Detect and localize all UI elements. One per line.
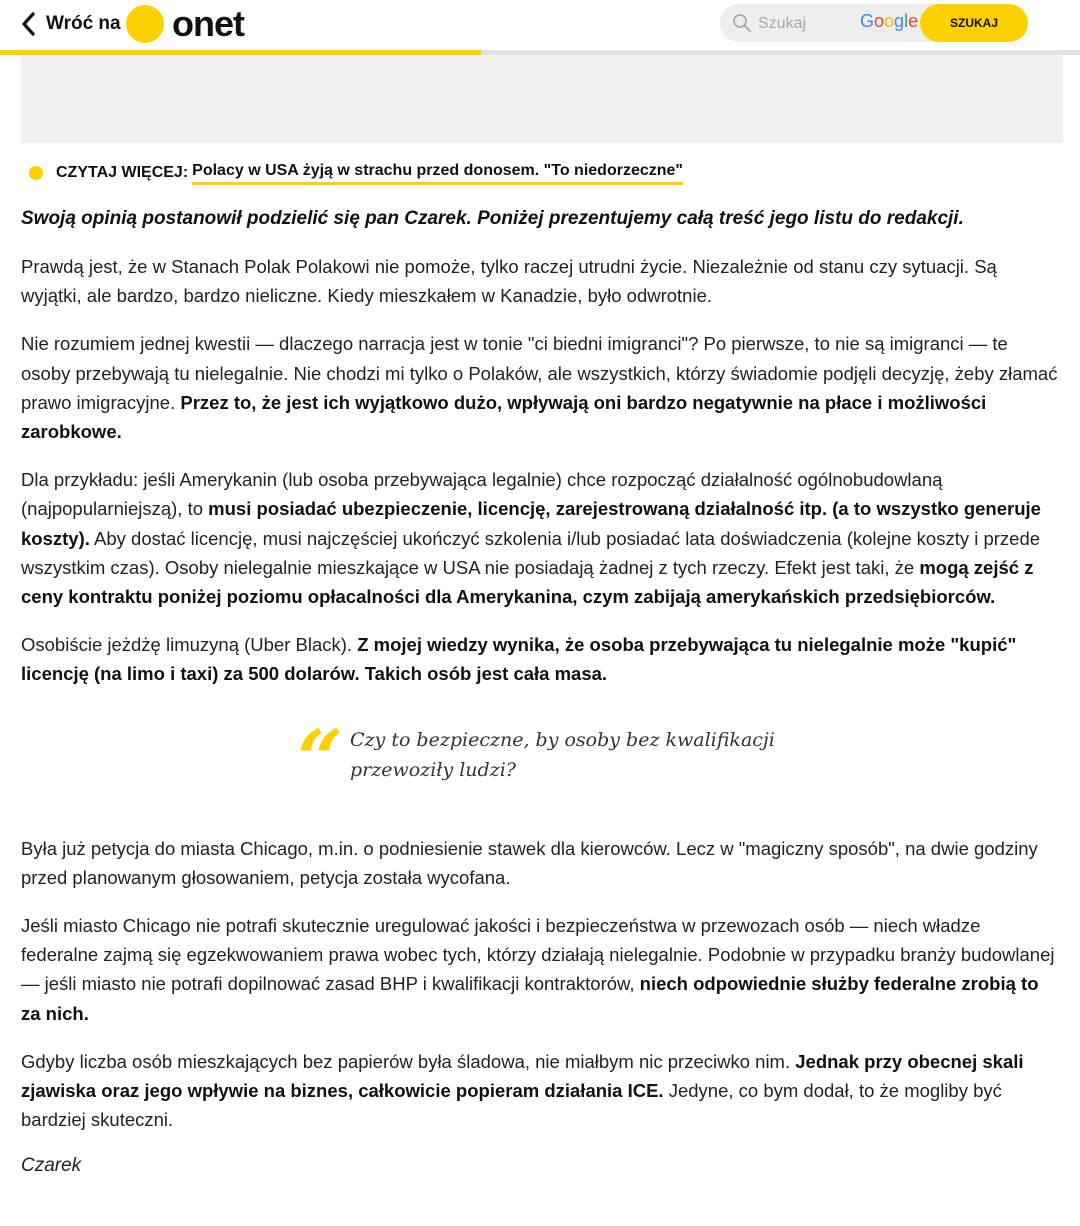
p7-text-1: Gdyby liczba osób mieszkających bez papierów była śladowa, nie miałbym nic przeciwko nim. bbox=[21, 1050, 796, 1072]
p3-text-1: Dla przykładu: jeśli Amerykanin (lub osoba przebywająca legalnie) chce rozpocząć działalność ogólnobudowlaną (najpopularniejszą), to bbox=[21, 469, 943, 520]
paragraph-1: Prawdą jest, że w Stanach Polak Polakowi nie pomoże, tylko raczej utrudni życie. Niezależnie od stanu czy sytuacji. Są wyjątki, ale bardzo, bardzo nieliczne. Kiedy mieszkałem w Kanadzie, było odwrotnie. bbox=[21, 256, 997, 307]
p4-bold: Z mojej wiedzy wynika, że osoba przebywająca tu nielegalnie może "kupić" licencję (na limo i taxi) za 500 dolarów. Takich osób jest cała masa. bbox=[21, 634, 1017, 685]
google-logo: Google bbox=[860, 11, 919, 31]
article-body bbox=[21, 156, 1061, 1177]
pull-quote bbox=[21, 711, 1061, 815]
paragraph-3 bbox=[21, 465, 1061, 611]
pull-quote-text: Czy to bezpieczne, by osoby bez kwalifikacji przewoziły ludzi? bbox=[350, 728, 775, 781]
top-bar bbox=[0, 0, 1080, 50]
paragraph-5: Była już petycja do miasta Chicago, m.in. o podniesienie stawek dla kierowców. Lecz w "magiczny sposób", na dwie godziny przed planowanym głosowaniem, petycja została wycofana. bbox=[21, 837, 1038, 888]
bullet-dot-icon bbox=[29, 166, 43, 180]
back-button[interactable] bbox=[18, 6, 121, 42]
back-label: Wróć na bbox=[46, 13, 121, 34]
quote-mark-icon: “ bbox=[297, 711, 344, 806]
p2-text: Nie rozumiem jednej kwestii — dlaczego narracja jest w tonie "ci biedni imigranci"? Po pierwsze, to nie są imigranci — te osoby przebywają tu nielegalnie. Nie chodzi mi tylko o Polaków, ale wszystkich, którzy świadomie podjęli decyzję, żeby złamać prawo imigracyjne. bbox=[21, 333, 1058, 413]
search-box bbox=[720, 4, 1028, 42]
p4-text: Osobiście jeżdżę limuzyną (Uber Black). bbox=[21, 634, 358, 656]
p3-bold-1: musi posiadać ubezpieczenie, licencję, zarejestrowaną działalność itp. (a to wszystko generuje koszty). bbox=[21, 498, 1041, 549]
onet-logo[interactable] bbox=[126, 2, 244, 46]
p7-bold: Jednak przy obecnej skali zjawiska oraz jego wpływie na biznes, całkowicie popieram działania ICE. bbox=[21, 1050, 1024, 1102]
chevron-left-icon bbox=[18, 9, 40, 39]
search-input[interactable] bbox=[756, 10, 860, 38]
p2-bold: Przez to, że jest ich wyjątkowo dużo, wpływają oni bardzo negatywnie na płace i możliwości zarobkowe. bbox=[21, 391, 987, 443]
author-signature: Czarek bbox=[21, 1155, 82, 1177]
read-more-box bbox=[21, 156, 1061, 190]
p6-bold: niech odpowiednie służby federalne zrobią to za nich. bbox=[21, 973, 1039, 1024]
p3-bold-2: mogą zejść z ceny kontraktu poniżej poziomu opłacalności dla Amerykanina, czym zabijają amerykańskich przedsiębiorców. bbox=[21, 556, 1034, 608]
read-more-link[interactable]: Polacy w USA żyją w strachu przed donosem. "To niedorzeczne" bbox=[192, 162, 683, 185]
paragraph-7 bbox=[21, 1047, 1061, 1135]
search-icon bbox=[732, 13, 752, 33]
paragraph-4 bbox=[21, 630, 1061, 688]
paragraph-6 bbox=[21, 911, 1061, 1028]
p3-text-2: Aby dostać licencję, musi najczęściej ukończyć szkolenia i/lub posiadać lata doświadczenia (kolejne koszty i przede wszystkim czas). Osoby nielegalnie mieszkające w USA nie posiadają żadnej z tych rzeczy. Efekt jest taki, że bbox=[21, 527, 1041, 578]
p6-text: Jeśli miasto Chicago nie potrafi skutecznie uregulować jakości i bezpieczeństwa w przewozach osób — niech władze federalne zajmą się egzekwowaniem prawa wobec tych, którzy działają nielegalnie. Podobnie w przypadku branży budowlanej — jeśli miasto nie potrafi dopilnować zasad BHP i kwalifikacji kontraktorów, bbox=[21, 915, 1055, 995]
paragraph-2 bbox=[21, 329, 1061, 446]
logo-text: onet bbox=[172, 3, 244, 44]
ad-placeholder bbox=[21, 55, 1063, 143]
read-more-label: CZYTAJ WIĘCEJ: bbox=[56, 164, 189, 181]
search-button[interactable]: SZUKAJ bbox=[920, 4, 1028, 42]
article-lead: Swoją opinią postanowił podzielić się pan Czarek. Poniżej prezentujemy całą treść jego listu do redakcji. bbox=[21, 208, 964, 229]
p7-text-2: Jedyne, co bym dodał, to że mogliby być bardziej skuteczni. bbox=[21, 1080, 1002, 1131]
logo-dot-icon bbox=[126, 5, 164, 43]
